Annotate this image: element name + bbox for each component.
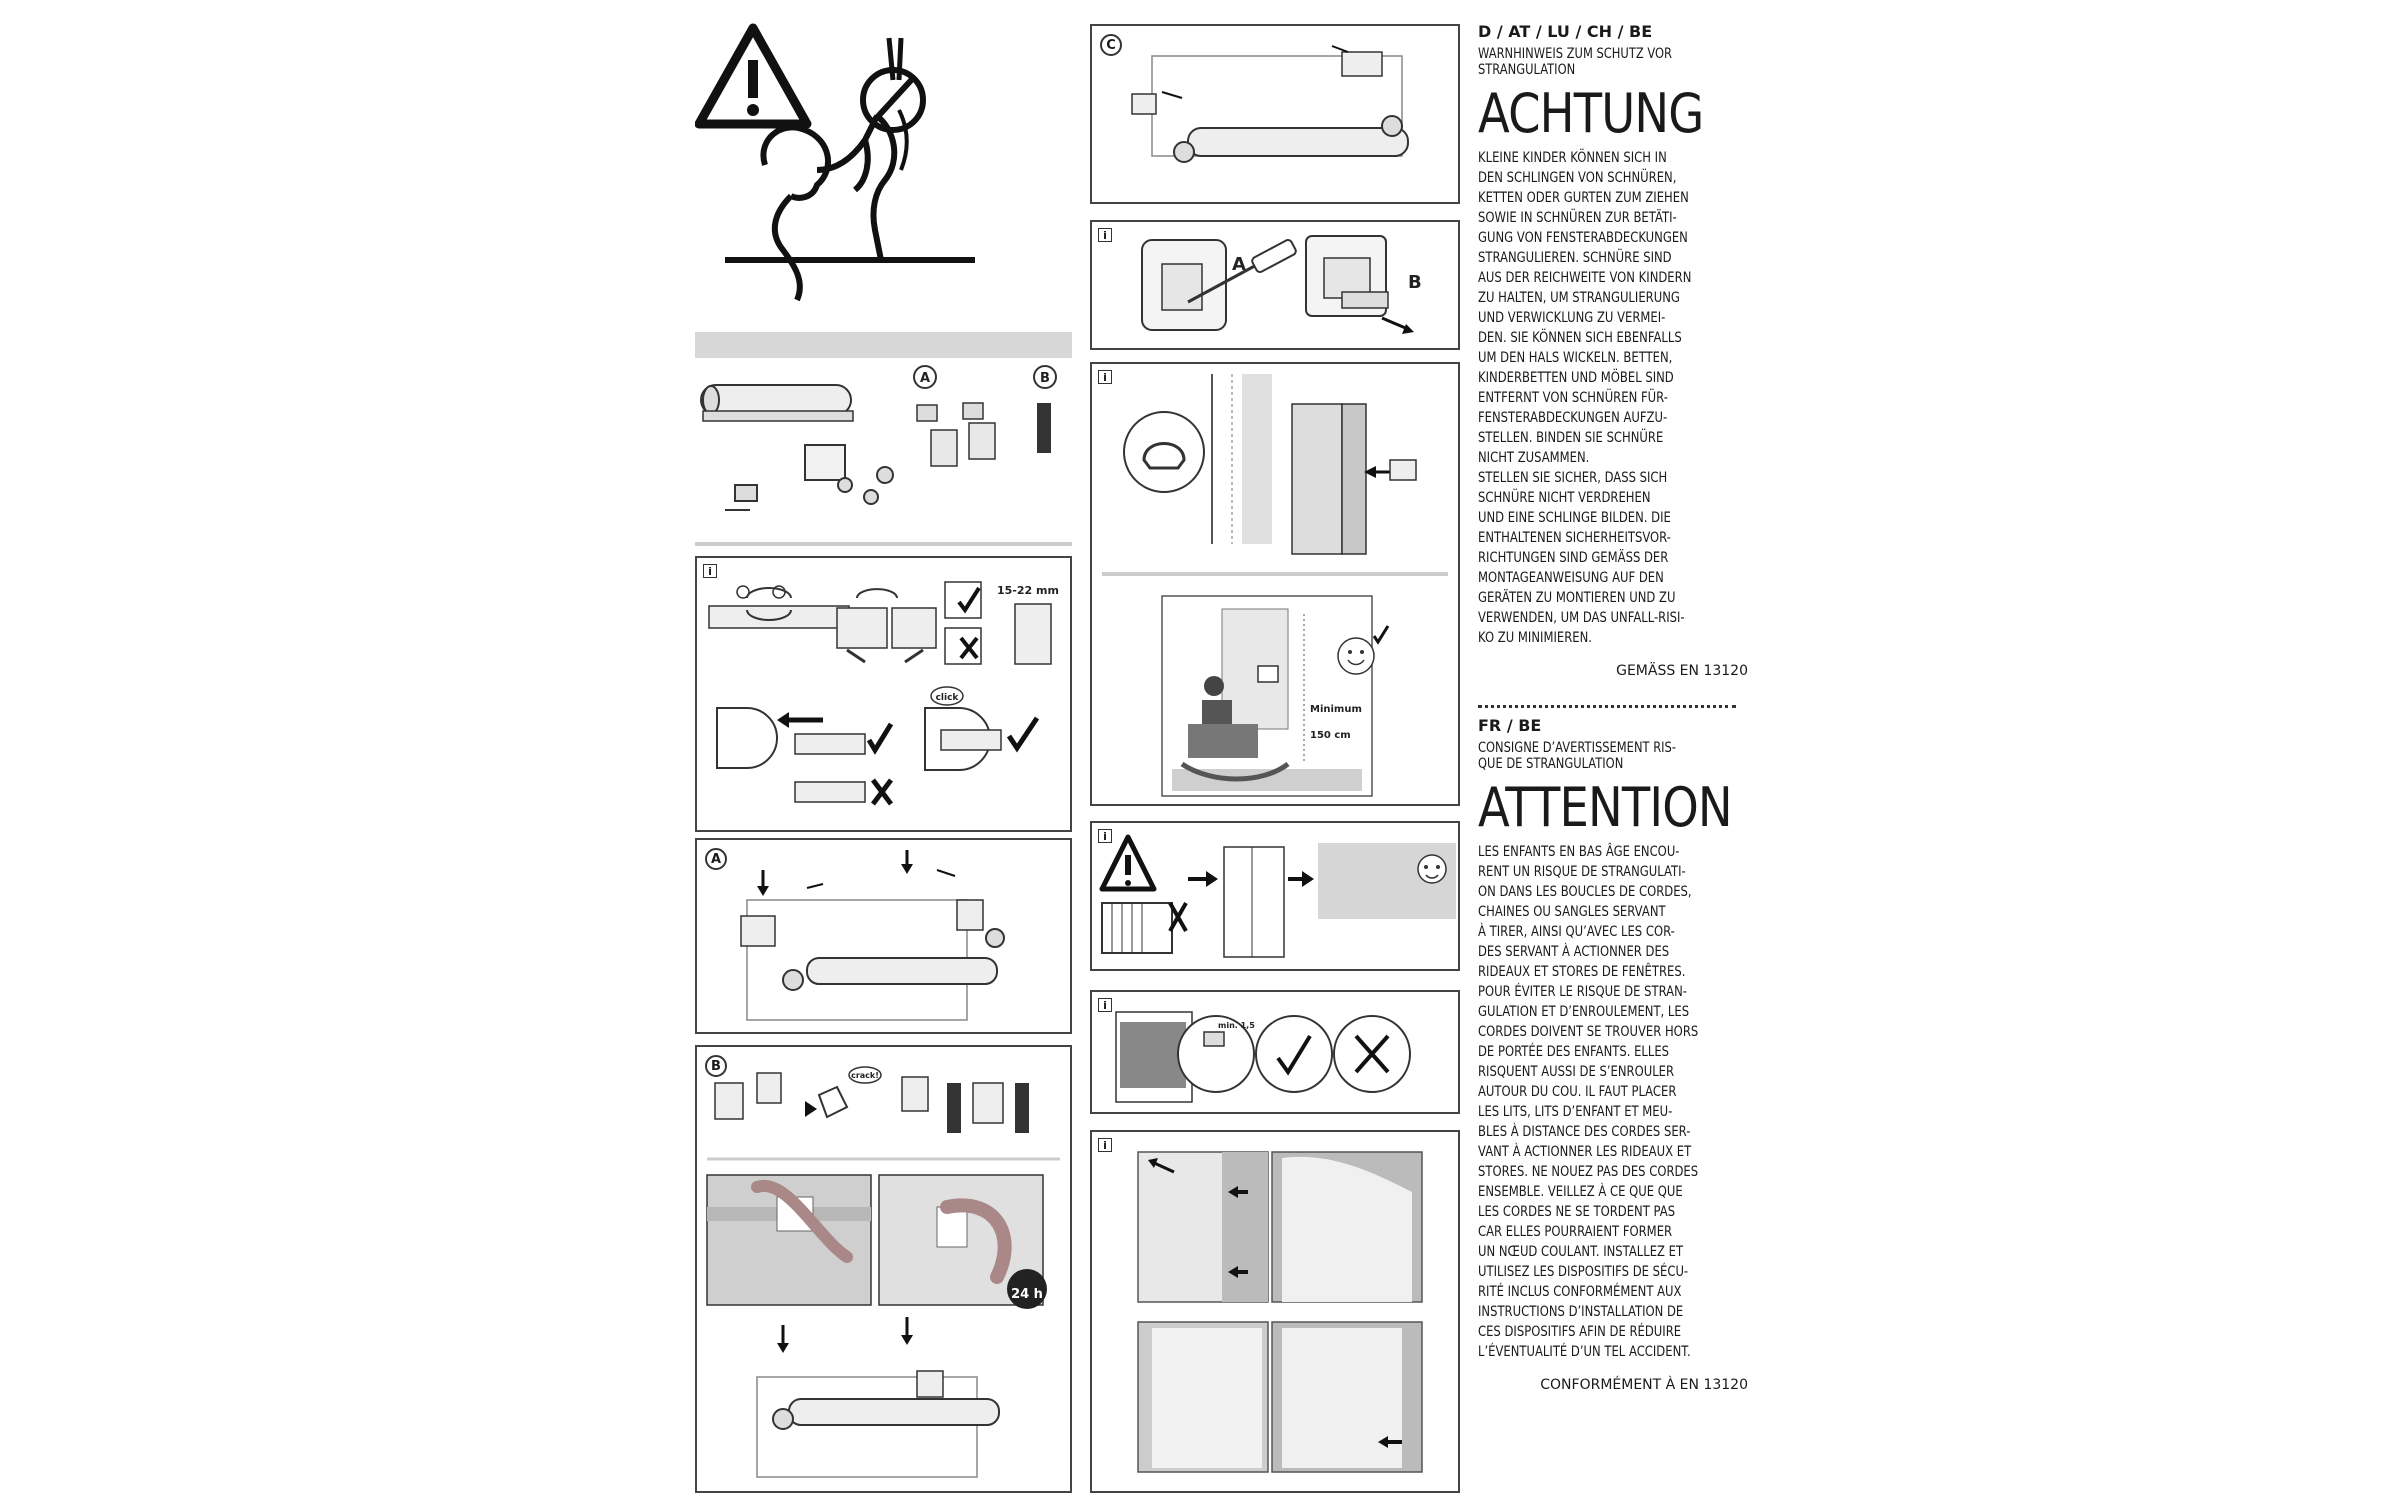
divider	[695, 542, 1072, 546]
sizing-range: 15-22 mm	[997, 584, 1059, 597]
section-divider	[1478, 705, 1736, 708]
region-de: D / AT / LU / CH / BE	[1478, 22, 1653, 41]
label-b: B	[1408, 272, 1422, 293]
limit-min-label: min. 1,5	[1218, 1021, 1255, 1030]
info-icon: i	[1098, 829, 1112, 843]
step-a-badge: A	[705, 848, 727, 870]
safety-min-value: 150 cm	[1310, 730, 1351, 741]
step-b-badge: B	[705, 1055, 727, 1077]
panel-mount-b	[695, 1045, 1072, 1493]
norm-de: GEMÄSS EN 13120	[1616, 663, 1748, 679]
body-de: KLEINE KINDER KÖNNEN SICH IN DEN SCHLINGEN VON SCHNÜREN, KETTEN ODER GURTEN ZUM ZIEHEN SOWIE IN SCHNÜREN ZUR BETÄTI- GUNG VON FENSTERABDECKUNGEN STRANGULIEREN. SCHNÜRE SIND AUS DER REICHWEITE VON KINDERN ZU HALTEN, UM STRANGULIERUNG UND VERWICKLUNG ZU VERMEI- DEN. SIE KÖNNEN SICH EBENFALLS UM DEN HALS WICKELN. BETTEN, KINDERBETTEN UND MÖBEL SIND ENTFERNT VON SCHNÜREN FÜR- FENSTERABDECKUNGEN AUFZU- STELLEN. BINDEN SIE SCHNÜRE NICHT ZUSAMMEN. STELLEN SIE SICHER, DASS SICH SCHNÜRE NICHT VERDREHEN UND EINE SCHLINGE BILDEN. DIE ENTHALTENEN SICHERHEITSVOR- RICHTUNGEN SIND GEMÄSS DER MONTAGEANWEISUNG AUF DEN GERÄTEN ZU MONTIEREN UND ZU VERWENDEN, UM DAS UNFALL-RISI- KO ZU MINIMIEREN.	[1478, 150, 1692, 646]
norm-fr: CONFORMÉMENT À EN 13120	[1540, 1377, 1748, 1393]
step-c-badge: C	[1100, 34, 1122, 56]
parts-overview	[695, 365, 1072, 525]
warning-de	[1478, 22, 1748, 680]
crack-label: crack!	[851, 1071, 879, 1080]
panel-mount-a	[695, 838, 1072, 1034]
section-band	[695, 332, 1072, 358]
info-icon: i	[703, 564, 717, 578]
warning-illustration	[695, 20, 995, 320]
warning-triangle-icon	[1102, 837, 1154, 889]
info-icon: i	[1098, 1138, 1112, 1152]
panel-c	[1090, 24, 1460, 204]
panel-cord-routing	[1090, 1130, 1460, 1493]
label-a: A	[919, 371, 931, 386]
panel-release	[1090, 220, 1460, 350]
headline-de: ACHTUNG	[1478, 82, 1704, 145]
info-icon: i	[1098, 228, 1112, 242]
region-fr: FR / BE	[1478, 716, 1542, 735]
label-b: B	[1040, 371, 1050, 386]
click-label: click	[935, 693, 959, 703]
safety-min-label: Minimum	[1310, 704, 1362, 715]
panel-chain-clip	[1090, 362, 1460, 806]
panel-sizing	[695, 556, 1072, 832]
info-icon: i	[1098, 998, 1112, 1012]
subtitle-de: WARNHINWEIS ZUM SCHUTZ VOR STRANGULATION	[1478, 46, 1673, 78]
panel-limit-stop	[1090, 990, 1460, 1114]
headline-fr: ATTENTION	[1478, 776, 1732, 839]
timer-24h: 24 h	[1011, 1287, 1043, 1302]
warning-triangle-icon	[699, 28, 807, 124]
body-fr: LES ENFANTS EN BAS ÂGE ENCOU- RENT UN RISQUE DE STRANGULATI- ON DANS LES BOUCLES DE CORDES, CHAINES OU SANGLES SERVANT À TIRER, AINSI QU’AVEC LES COR- DES SERVANT À ACTIONNER DES RIDEAUX ET STORES DE FENÊTRES. POUR ÉVITER LE RISQUE DE STRAN- GULATION ET D’ENROULEMENT, LES CORDES DOIVENT SE TROUVER HORS DE PORTÉE DES ENFANTS. ELLES RISQUENT AUSSI DE S’ENROULER AUTOUR DU COU. IL FAUT PLACER LES LITS, LITS D’ENFANT ET MEU- BLES À DISTANCE DES CORDES SER- VANT À ACTIONNER LES RIDEAUX ET STORES. NE NOUEZ PAS DES CORDES ENSEMBLE. VEILLEZ À CE QUE QUE LES CORDES NE SE TORDENT PAS CAR ELLES POURRAIENT FORMER UN NŒUD COULANT. INSTALLEZ ET UTILISEZ LES DISPOSITIFS DE SÉCU- RITÉ INCLUS CONFORMÉMENT AUX INSTRUCTIONS D’INSTALLATION DE CES DISPOSITIFS AFIN DE RÉDUIRE L’ÉVENTUALITÉ D’UN TEL ACCIDENT.	[1478, 844, 1699, 1360]
info-icon: i	[1098, 370, 1112, 384]
warning-fr	[1478, 716, 1748, 1394]
subtitle-fr: CONSIGNE D’AVERTISSEMENT RIS- QUE DE STRANGULATION	[1478, 740, 1676, 772]
panel-crib-warning	[1090, 821, 1460, 971]
label-a: A	[1232, 254, 1246, 275]
